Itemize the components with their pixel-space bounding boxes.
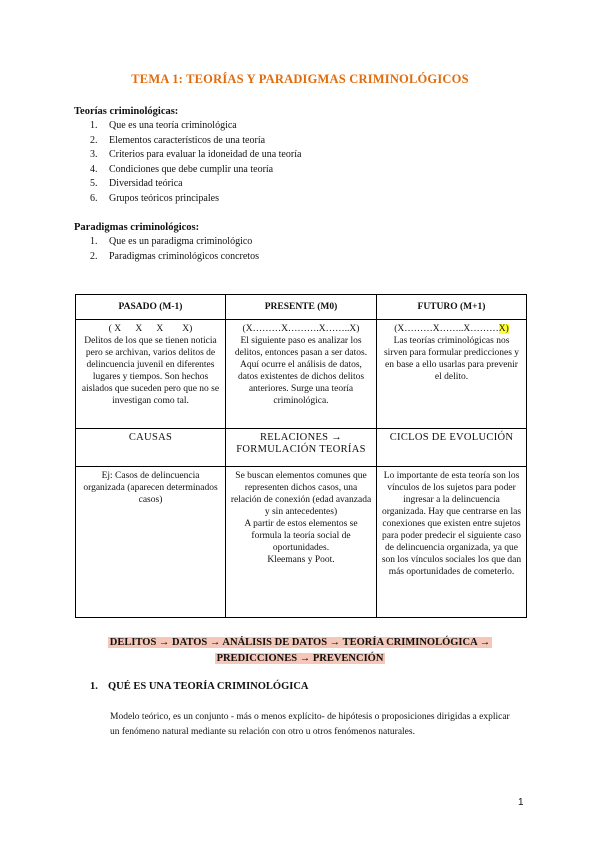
table-header-row	[76, 295, 527, 320]
present-cell	[226, 320, 377, 429]
flow-line-2: PREDICCIONES → PREVENCIÓN	[216, 653, 384, 664]
theories-list	[90, 119, 301, 206]
cycles-text: Lo importante de esta teoría son los vínculos de los sujetos para poder ingresar a la delincuencia organizada. Hay que centrarse en las conexiones que existen entre sujetos para poder predecir el siguiente caso de delincuencia organizada, ya que son los vínculos sociales los que dan más oportunidades de cometerlo.	[377, 467, 527, 618]
future-cell	[377, 320, 527, 429]
document-title: TEMA 1: TEORÍAS Y PARADIGMAS CRIMINOLÓGICOS	[131, 72, 469, 86]
relations-cell	[226, 467, 377, 618]
paradigms-list	[90, 235, 259, 264]
label-relations: RELACIONES → FORMULACIÓN TEORÍAS	[226, 429, 377, 467]
theories-heading: Teorías criminológicas:	[74, 106, 179, 117]
past-marks: ( X X X X)	[108, 324, 193, 334]
page-number: 1	[518, 797, 524, 808]
future-marks: (X………X……..X………X)	[394, 324, 509, 334]
section-paragraph: Modelo teórico, es un conjunto - más o menos explícito- de hipótesis o proposiciones dirigidas a explicar un fenómeno natural mediante su relación con otro u otros fenómenos naturales.	[110, 712, 510, 737]
list-item: 3. Criterios para evaluar la idoneidad de una teoría	[90, 149, 302, 160]
relations-extra: A partir de estos elementos se formula la teoría social de oportunidades.	[244, 519, 358, 553]
table-row	[76, 320, 527, 429]
list-item: 4. Condiciones que debe cumplir una teoría	[90, 163, 274, 175]
list-item: 2. Elementos característicos de una teoría	[90, 134, 266, 146]
present-text: El siguiente paso es analizar los delitos, entonces pasan a ser datos. Aquí ocurre el análisis de datos, datos existentes de dichos delitos anteriores. Surge una teoría criminológica.	[234, 336, 368, 406]
past-text: Delitos de los que se tienen noticia pero se archivan, varios delitos de delincuencia juvenil en diferentes lugares y tiempos. Son hechos aislados que suceden pero que no se investigan como tal.	[81, 336, 220, 406]
header-past: PASADO (M-1)	[76, 295, 226, 320]
list-item: 1. Que es un paradigma criminológico	[90, 236, 253, 247]
past-cell	[76, 320, 226, 429]
relations-author: Kleemans y Poot.	[267, 555, 335, 565]
relations-text: Se buscan elementos comunes que representen dichos casos, una relación de conexión (edad avanzada y sin antecedentes)	[230, 471, 372, 517]
highlighted-mark: X)	[498, 324, 509, 334]
header-future: FUTURO (M+1)	[377, 295, 527, 320]
header-present: PRESENTE (M0)	[226, 295, 377, 320]
label-cycles: CICLOS DE EVOLUCIÓN	[377, 429, 527, 467]
list-item: 1. Que es una teoría criminológica	[90, 120, 237, 131]
list-item: 2. Paradigmas criminológicos concretos	[90, 250, 259, 262]
list-item: 5. Diversidad teórica	[90, 178, 183, 189]
list-item: 6. Grupos teóricos principales	[90, 192, 219, 204]
process-flow	[0, 635, 600, 667]
table-row	[76, 467, 527, 618]
causes-example: Ej: Casos de delincuencia organizada (aparecen determinados casos)	[76, 467, 226, 618]
paradigms-heading: Paradigmas criminológicos:	[74, 222, 200, 233]
label-causes: CAUSAS	[76, 429, 226, 467]
table-row	[76, 429, 527, 467]
flow-line-1: DELITOS → DATOS → ANÁLISIS DE DATOS → TEORÍA CRIMINOLÓGICA →	[109, 637, 491, 648]
present-marks: (X………X……….X……..X)	[242, 324, 360, 334]
future-text: Las teorías criminológicas nos sirven para formular predicciones y en base a ello usarlas para prevenir el delito.	[383, 336, 520, 382]
section-heading: 1. QUÉ ES UNA TEORÍA CRIMINOLÓGICA	[90, 681, 309, 692]
timeline-table	[75, 294, 527, 618]
